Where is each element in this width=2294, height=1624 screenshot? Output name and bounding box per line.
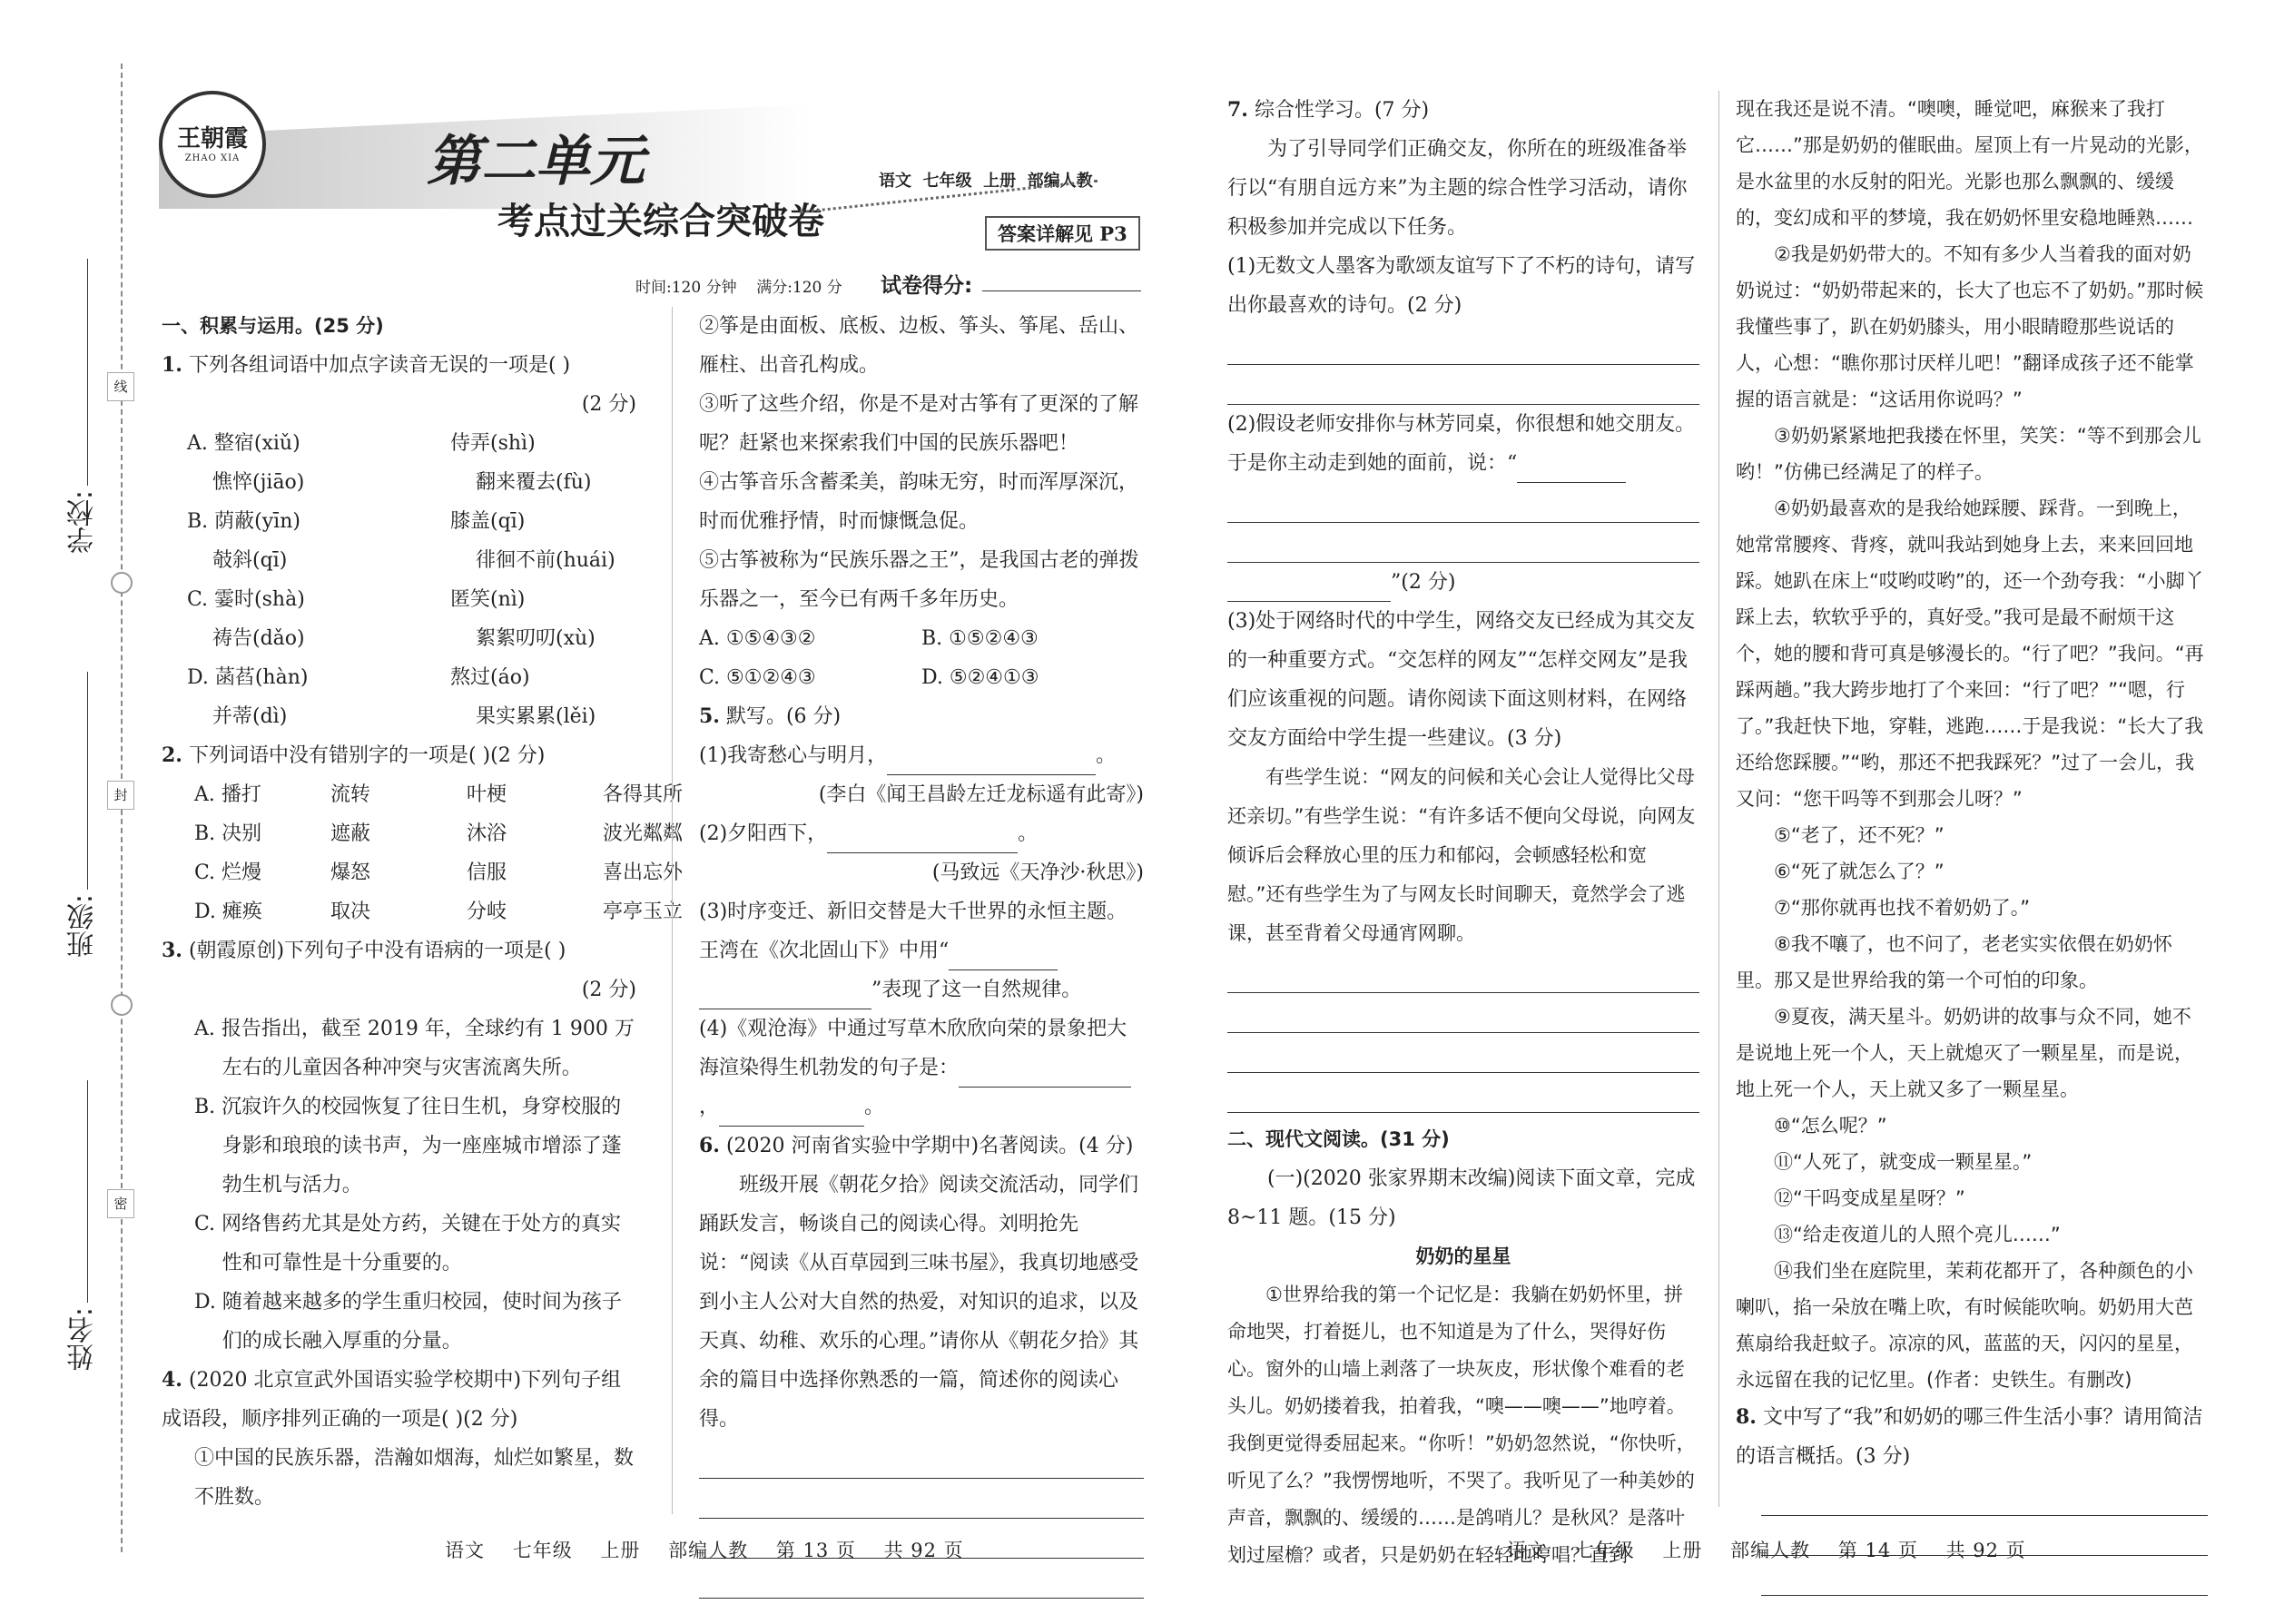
answer-line[interactable] [1227,365,1699,405]
option-grid [699,619,1144,697]
answer-blank[interactable] [887,753,1096,775]
score-label: 试卷得分: [881,274,973,298]
dictation-line: (2)夕阳西下， 。 [699,814,1144,853]
essay-paragraph: ⑦“那你就再也找不着奶奶了。” [1774,897,2031,919]
answer-line[interactable] [1227,993,1699,1033]
option-grid [162,424,636,736]
right-column-2 [1736,91,2208,1596]
option-item: 各得其所 [603,783,684,806]
answer-blank[interactable] [1095,1065,1131,1088]
essay-paragraph: ⑭我们坐在庭院里，茉莉花都开了，各种颜色的小喇叭，掐一朵放在嘴上吹，有时候能吹响。奶奶用大芭蕉扇给我赶蚊子。凉凉的风，蓝蓝的天，闪闪的星星，永远留在我的记忆里。(作者：史铁生。有删改) [1736,1260,2193,1391]
page-footer: 语文 七年级 上册 部编人教 第 14 页 共 92 页 [1507,1540,2026,1561]
class-label: 班级: [67,894,99,959]
name-blank[interactable] [87,1080,88,1303]
sentence-list [699,307,1144,619]
section-heading: 一、积累与运用。(25 分) [162,315,384,337]
essay-paragraph: ⑧我不嚷了，也不问了，老老实实依偎在奶奶怀里。那又是世界给我的第一个可怕的印象。 [1736,933,2172,991]
dictation-line: (1)我寄愁心与明月， 。 [699,736,1144,775]
option-item: D. 随着越来越多的学生重归校园，使时间为孩子们的成长融入厚重的分量。 [194,1291,622,1353]
option-item: 熬过(áo) [450,666,530,689]
option-item: 翻来覆去(fù) [476,471,592,494]
unit-title: 第二单元 [427,130,645,193]
option-row [187,580,636,619]
option-row [162,853,684,892]
option-item: 遮蔽 [330,822,371,845]
option-item: B. 荫蔽(yīn) [187,510,300,533]
binding-seal-mark: 密 [107,1189,134,1218]
sub-question: (1)无数文人墨客为歌颂友谊写下了不朽的诗句，请写出你最喜欢的诗句。(2 分) [1227,255,1696,317]
sub-question: (2)假设老师安排你与林芳同桌，你很想和她交朋友。于是你主动走到她的面前，说：“ [1227,405,1699,483]
option-grid [162,775,684,931]
option-row [162,814,684,853]
answer-blank[interactable] [719,1104,864,1127]
question-stem: 1. 下列各组词语中加点字读音无误的一项是( ) [162,353,571,377]
answer-line[interactable] [699,1439,1144,1479]
sentence-item: ④古筝音乐含蓄柔美，韵味无穷，时而浑厚深沉，时而优雅抒情，时而慷慨急促。 [699,471,1139,533]
option-item: A. 整宿(xiǔ) [187,432,300,455]
option-item: 叶梗 [467,783,507,806]
option-item: 波光粼粼 [603,822,684,845]
option-item: 攲斜(qī) [212,549,288,572]
option-item: 信服 [467,861,507,884]
option-item: B. ①⑤②④③ [921,627,1039,650]
option-item: 亭亭玉立 [603,901,684,923]
question-body: 为了引导同学们正确交友，你所在的班级准备举行以“有朋自远方来”为主题的综合性学习活动，请你积极参加并完成以下任务。 [1227,138,1688,239]
left-column [162,307,684,1517]
option-row [162,892,684,931]
exam-title: 考点过关综合突破卷 [497,201,824,242]
option-item: A. ①⑤④③② [699,627,816,650]
option-list [162,1009,636,1361]
option-row [187,541,636,580]
question-stem: 2. 下列词语中没有错别字的一项是( )(2 分) [162,743,546,767]
option-item: 爆怒 [330,861,371,884]
right-column-1 [1227,91,1699,1574]
option-item: B. 决别 [194,822,262,845]
answer-line[interactable] [1761,1476,2208,1516]
option-item: D. 菡萏(hàn) [187,666,309,689]
option-item: 祷告(dǎo) [212,627,305,650]
option-item: C. 网络售药尤其是处方药，关键在于处方的真实性和可靠性是十分重要的。 [194,1213,622,1275]
essay-paragraph: ⑤“老了，还不死？” [1774,824,1944,846]
middle-column [699,307,1144,1599]
option-row [187,502,636,541]
sentence-item: ③听了这些介绍，你是不是对古筝有了更深的了解呢？赶紧也来探索我们中国的民族乐器吧！ [699,393,1139,455]
question-stem: 7. 综合性学习。(7 分) [1227,98,1430,122]
essay-paragraph: ⑥“死了就怎么了？” [1774,861,1944,882]
brand-name-en: ZHAO XIA [184,153,241,163]
section-heading: 二、现代文阅读。(31 分) [1227,1128,1450,1150]
column-divider [672,307,673,1514]
question-stem: 4. (2020 北京宣武外国语实验学校期中)下列句子组成语段，顺序排列正确的一项是( )(2 分) [162,1368,622,1431]
sub-question: (3)处于网络时代的中学生，网络交友已经成为其交友的一种重要方式。“交怎样的网友”“怎样交网友”是我们应该重视的问题。请你阅读下面这则材料，在网络交友方面给中学生提一些建议。(3 分) [1227,610,1696,750]
sub-question: ”(2 分) [1227,563,1699,602]
answer-blank[interactable] [1517,460,1626,483]
material-text: 有些学生说：“网友的问候和关心会让人觉得比父母还亲切。”有些学生说：“有许多话不便向父母说，向网友倾诉后会释放心里的压力和郁闷，会顿感轻松和宽慰。”还有些学生为了与网友长时间聊天，竟然学会了逃课，甚至背着父母通宵网聊。 [1227,766,1696,944]
brand-logo [159,91,266,198]
essay-paragraph: ②我是奶奶带大的。不知有多少人当着我的面对奶奶说过：“奶奶带起来的，长大了也忘不了奶奶。”那时候我懂些事了，趴在奶奶膝头，用小眼睛瞪那些说话的人，心想：“瞧你那讨厌样儿吧！”翻译成孩子还不能掌握的语言就是：“这话用你说吗？” [1736,243,2204,410]
question-stem: 8. 文中写了“我”和奶奶的哪三件生活小事？请用简洁的语言概括。(3 分) [1736,1405,2203,1468]
essay-paragraph: ⑨夏夜，满天星斗。奶奶讲的故事与众不同，她不是说地上死一个人，天上就熄灭了一颗星星，而是说，地上死一个人，天上就又多了一颗星星。 [1736,1006,2193,1100]
answer-line[interactable] [1227,483,1699,523]
essay-body [1227,1276,1699,1574]
binding-ring-icon [111,572,133,594]
option-item: 憔悴(jiāo) [212,471,305,494]
essay-title: 奶奶的星星 [1415,1245,1511,1267]
sentence-item: ⑤古筝被称为“民族乐器之王”，是我国古老的弹拨乐器之一，至今已有两千多年历史。 [699,549,1139,611]
sentence-item: ①中国的民族乐器，浩瀚如烟海，灿烂如繁星，数不胜数。 [194,1447,635,1509]
reading-intro: (一)(2020 张家界期末改编)阅读下面文章，完成 8~11 题。(15 分) [1227,1167,1696,1229]
question-score: (2 分) [581,393,636,416]
question-body: 班级开展《朝花夕拾》阅读交流活动，同学们踊跃发言，畅谈自己的阅读心得。刘明抢先说：“阅读《从百草园到三味书屋》，我真切地感受到小主人公对大自然的热爱，对知识的追求，以及天真、幼稚、欢乐的心理。”请你从《朝花夕拾》其余的篇目中选择你熟悉的一篇，简述你的阅读心得。 [699,1174,1139,1431]
essay-paragraph: ①世界给我的第一个记忆是：我躺在奶奶怀里，拼命地哭，打着挺儿，也不知道是为了什么，哭得好伤心。窗外的山墙上剥落了一块灰皮，形状像个难看的老头儿。奶奶搂着我，拍着我，“噢——噢——”地哼着。我倒更觉得委屈起来。“你听！”奶奶忽然说，“你快听，听见了么？”我愣愣地听，不哭了。我听见了一种美妙的声音，飘飘的、缓缓的……是鸽哨儿？是秋风？是落叶划过屋檐？或者，只是奶奶在轻轻地哼唱？直到 [1227,1284,1696,1566]
option-item: D. 瘫痪 [194,901,262,923]
class-blank[interactable] [87,672,88,890]
option-row [187,424,636,463]
option-row [187,697,636,736]
option-item: 沐浴 [467,822,507,845]
question-stem: 5. 默写。(6 分) [699,704,842,728]
option-item: 果实累累(lěi) [476,705,596,728]
answer-line[interactable] [699,1479,1144,1519]
answer-line[interactable] [1227,1073,1699,1113]
option-item: 侍弄(shì) [450,432,536,455]
option-item: C. 霎时(shà) [187,588,305,611]
dictation-line: (3)时序变迁、新旧交替是大千世界的永恒主题。王湾在《次北固山下》中用“”表现了这一自然规律。 [699,892,1144,1009]
option-item: 喜出忘外 [603,861,684,884]
binding-seal-mark: 线 [107,372,134,401]
option-item: B. 沉寂许久的校园恢复了往日生机，身穿校服的身影和琅琅的读书声，为一座座城市增添了蓬勃生机与活力。 [194,1096,622,1196]
essay-paragraph: ⑫“干吗变成星星呀？” [1774,1187,1965,1209]
option-item: 取决 [330,901,371,923]
option-item: 徘徊不前(huái) [476,549,615,572]
question-stem: 6. (2020 河南省实验中学期中)名著阅读。(4 分) [699,1134,1134,1157]
option-item: 匿笑(nì) [450,588,526,611]
option-row [162,775,684,814]
meta-info: 语文 七年级 上册 部编人教 [879,172,1093,191]
option-item: C. 烂熳 [194,861,262,884]
option-row [187,619,636,658]
score-blank[interactable] [982,290,1141,291]
option-item: 分岐 [467,901,507,923]
answer-line[interactable] [1227,325,1699,365]
essay-paragraph: ③奶奶紧紧地把我搂在怀里，笑笑：“等不到那会儿哟！”仿佛已经满足了的样子。 [1736,425,2201,483]
option-item: 絮絮叨叨(xù) [476,627,596,650]
option-item: 并蒂(dì) [212,705,288,728]
answer-blank[interactable] [827,831,1018,853]
answer-line[interactable] [699,1559,1144,1599]
dictation-line: (4)《观沧海》中通过写草木欣欣向荣的景象把大海渲染得生机勃发的句子是：， 。 [699,1009,1144,1127]
answer-line[interactable] [1227,1033,1699,1073]
source-note: (李白《闻王昌龄左迁龙标遥有此寄》) [818,783,1144,806]
name-label: 姓名: [67,1307,99,1372]
sentence-item: ②筝是由面板、底板、边板、筝头、筝尾、岳山、雁柱、出音孔构成。 [699,315,1139,377]
answer-blank[interactable] [949,948,1058,970]
option-row [187,658,636,697]
option-item: D. ⑤②④①③ [921,666,1039,689]
school-blank[interactable] [87,259,88,486]
time-info: 时间:120 分钟 满分:120 分 [635,279,842,297]
binding-seal-mark: 封 [107,781,134,810]
source-note: (马致远《天净沙·秋思》) [931,861,1144,884]
option-item: A. 报告指出，截至 2019 年，全球约有 1 900 万左右的儿童因各种冲突与灾害流离失所。 [194,1018,635,1079]
option-item: 流转 [330,783,371,806]
question-score: (2 分) [581,979,636,1001]
question-stem: 3. (朝霞原创)下列句子中没有语病的一项是( ) [162,939,566,962]
essay-body [1736,91,2208,1398]
school-label: 学校: [67,490,99,555]
option-item: 膝盖(qī) [450,510,526,533]
essay-paragraph: 现在我还是说不清。“噢噢，睡觉吧，麻猴来了我打它……”那是奶奶的催眠曲。屋顶上有一片晃动的光影，是水盆里的水反射的阳光。光影也那么飘飘的、缓缓的，变幻成和平的梦境，我在奶奶怀里安稳地睡熟…… [1736,98,2203,229]
essay-paragraph: ④奶奶最喜欢的是我给她踩腰、踩背。一到晚上，她常常腰疼、背疼，就叫我站到她身上去，来来回回地踩。她趴在床上“哎哟哎哟”的，还一个劲夸我：“小脚丫踩上去，软软乎乎的，真好受。”我可是最不耐烦干这个，她的腰和背可真是够漫长的。“行了吧？”我问。“再踩两趟。”我大跨步地打了个来回：“行了吧？”“嗯，行了。”我赶快下地，穿鞋，逃跑……于是我说：“长大了我还给您踩腰。”“哟，那还不把我踩死？”过了一会儿，我又问：“您干吗等不到那会儿呀？” [1736,497,2204,810]
page-footer: 语文 七年级 上册 部编人教 第 13 页 共 92 页 [445,1540,964,1561]
answer-blank[interactable] [959,1065,1095,1088]
essay-paragraph: ⑬“给走夜道儿的人照个亮儿……” [1774,1224,2061,1245]
essay-paragraph: ⑪“人死了，就变成一颗星星。” [1774,1151,2033,1173]
essay-paragraph: ⑩“怎么呢？” [1774,1115,1887,1137]
column-divider [1718,91,1719,1507]
option-item: C. ⑤①②④③ [699,666,816,689]
answer-line[interactable] [1227,953,1699,993]
brand-name: 王朝霞 [176,125,248,153]
answer-line[interactable] [1227,523,1699,563]
option-item: A. 播打 [194,783,261,806]
answer-ref: 答案详解见 P3 [985,216,1140,251]
answer-blank[interactable] [699,987,871,1009]
binding-ring-icon [111,994,133,1016]
option-row [187,463,636,502]
answer-blank[interactable] [1227,579,1391,602]
